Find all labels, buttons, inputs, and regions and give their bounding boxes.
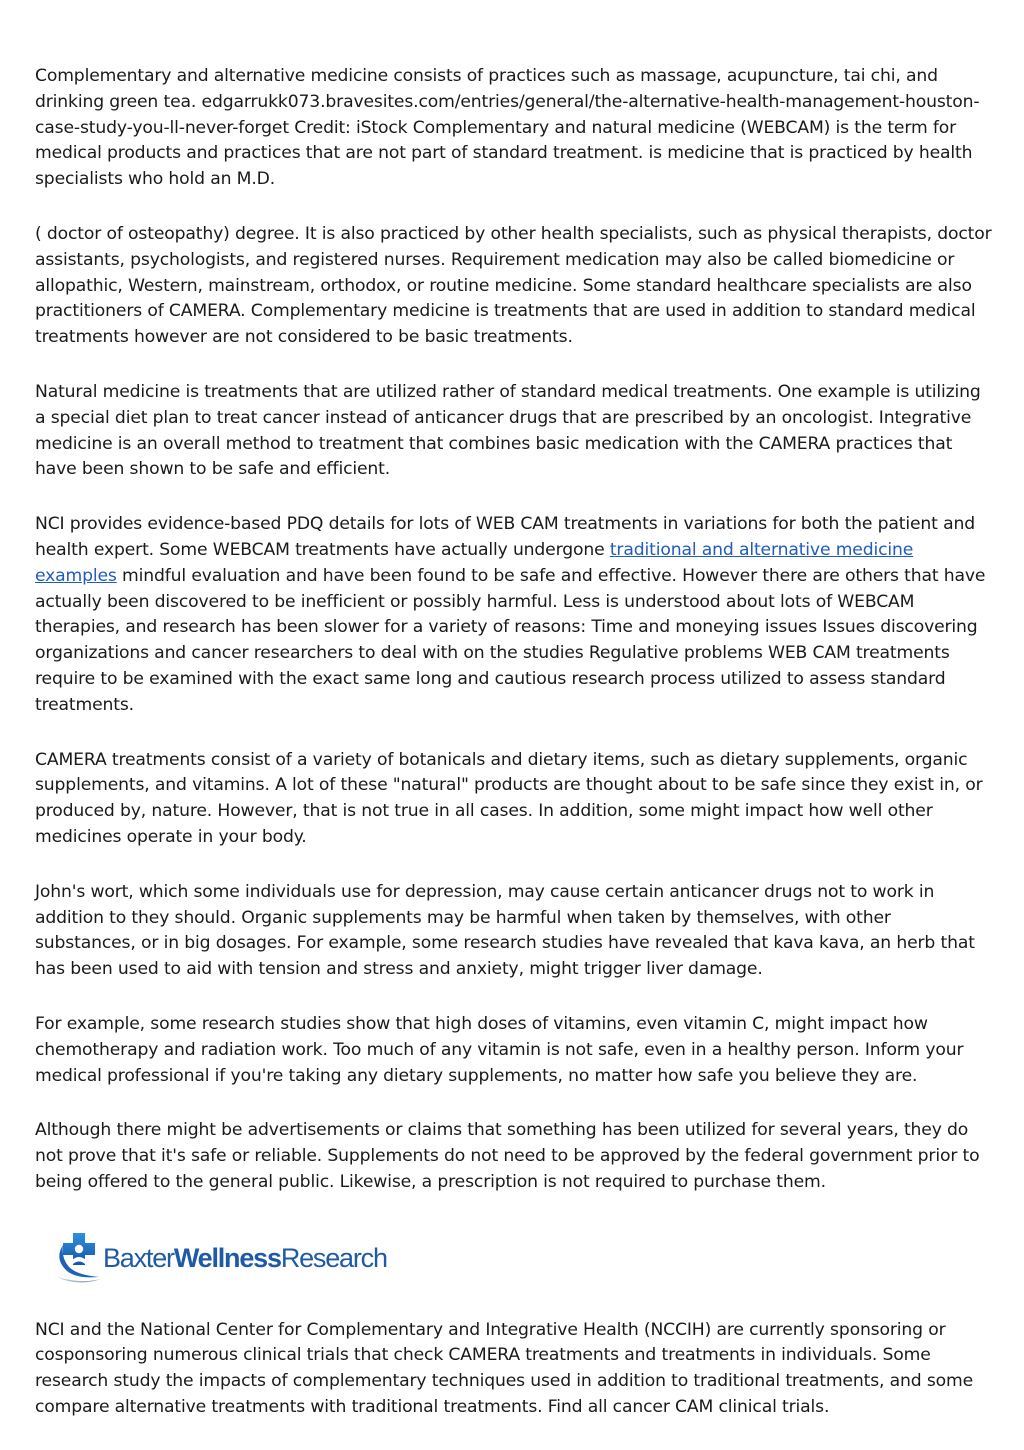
paragraph-9: NCI and the National Center for Complementary and Integrative Health (NCCIH) are currently sponsoring or cosponsoring numerous clinical trials that check CAMERA treatments and treatments in individuals. Some research study the impacts of complementary techniques used in addition to traditional treatments, and some compare alternative treatments with traditional treatments. Find all cancer CAM clinical trials. — [35, 1319, 974, 1418]
paragraph-4 — [35, 512, 995, 718]
paragraph-6: John's wort, which some individuals use for depression, may cause certain anticancer drugs not to work in addition to they should. Organic supplements may be harmful when taken by themselves, with other substances, or in big dosages. For example, some research studies have revealed that kava kava, an herb that has been used to aid with tension and stress and anxiety, might trigger liver damage. — [35, 881, 975, 980]
baxter-wellness-research-logo — [53, 1226, 995, 1288]
logo-word-research: Research — [280, 1243, 387, 1274]
paragraph-5: CAMERA treatments consist of a variety of botanicals and dietary items, such as dietary supplements, organic supplements, and vitamins. A lot of these "natural" products are thought about to be safe since they exist in, or produced by, nature. However, that is not true in all cases. In addition, some might impact how well other medicines operate in your body. — [35, 749, 983, 847]
logo-word-wellness: Wellness — [173, 1243, 281, 1274]
paragraph-4-text-after: mindful evaluation and have been found to be safe and effective. However there are others that have actually been discovered to be inefficient or possibly harmful. Less is understood about lots of WEBCAM therapies, and research has been slower for a variety of reasons: Time and moneying issues Issues discovering organizations and cancer researchers to deal with on the studies Regulative problems WEB CAM treatments require to be examined with the exact same long and cautious research process utilized to assess standard treatments. — [35, 565, 986, 715]
logo-wordmark — [103, 1243, 387, 1274]
paragraph-3: Natural medicine is treatments that are utilized rather of standard medical treatments. One example is utilizing a special diet plan to treat cancer instead of anticancer drugs that are prescribed by an oncologist. Integrative medicine is an overall method to treatment that combines basic medication with the CAMERA practices that have been shown to be safe and efficient. — [35, 381, 981, 480]
logo-word-baxter: Baxter — [103, 1243, 174, 1274]
paragraph-7: For example, some research studies show that high doses of vitamins, even vitamin C, might impact how chemotherapy and radiation work. Too much of any vitamin is not safe, even in a healthy person. Inform your medical professional if you're taking any dietary supplements, no matter how safe you believe they are. — [35, 1013, 964, 1086]
alternative-medicine-examples-link[interactable]: traditional and alternative medicine examples — [35, 539, 914, 586]
article-body — [35, 64, 995, 1450]
medical-cross-person-icon — [53, 1227, 105, 1287]
paragraph-8: Although there might be advertisements or claims that something has been utilized for several years, they do not prove that it's safe or reliable. Supplements do not need to be approved by the federal government prior to being offered to the general public. Likewise, a prescription is not required to purchase them. — [35, 1120, 980, 1192]
paragraph-1: Complementary and alternative medicine consists of practices such as massage, acupuncture, tai chi, and drinking green tea. edgarrukk073.bravesites.com/entries/general/the-alternative-health-management-houston-case-study-you-ll-never-forget Credit: iStock Complementary and natural medicine (WEBCAM) is the term for medical products and practices that are not part of standard treatment. is medicine that is practiced by health specialists who hold an M.D. — [35, 66, 980, 190]
paragraph-4-text-before: NCI provides evidence-based PDQ details for lots of WEB CAM treatments in variations for both the patient and health expert. Some WEBCAM treatments have actually undergone — [35, 514, 975, 560]
paragraph-2: ( doctor of osteopathy) degree. It is also practiced by other health specialists, such as physical therapists, doctor assistants, psychologists, and registered nurses. Requirement medication may also be called biomedicine or allopathic, Western, mainstream, orthodox, or routine medicine. Some standard healthcare specialists are also practitioners of CAMERA. Complementary medicine is treatments that are used in addition to standard medical treatments however are not considered to be basic treatments. — [35, 223, 992, 348]
